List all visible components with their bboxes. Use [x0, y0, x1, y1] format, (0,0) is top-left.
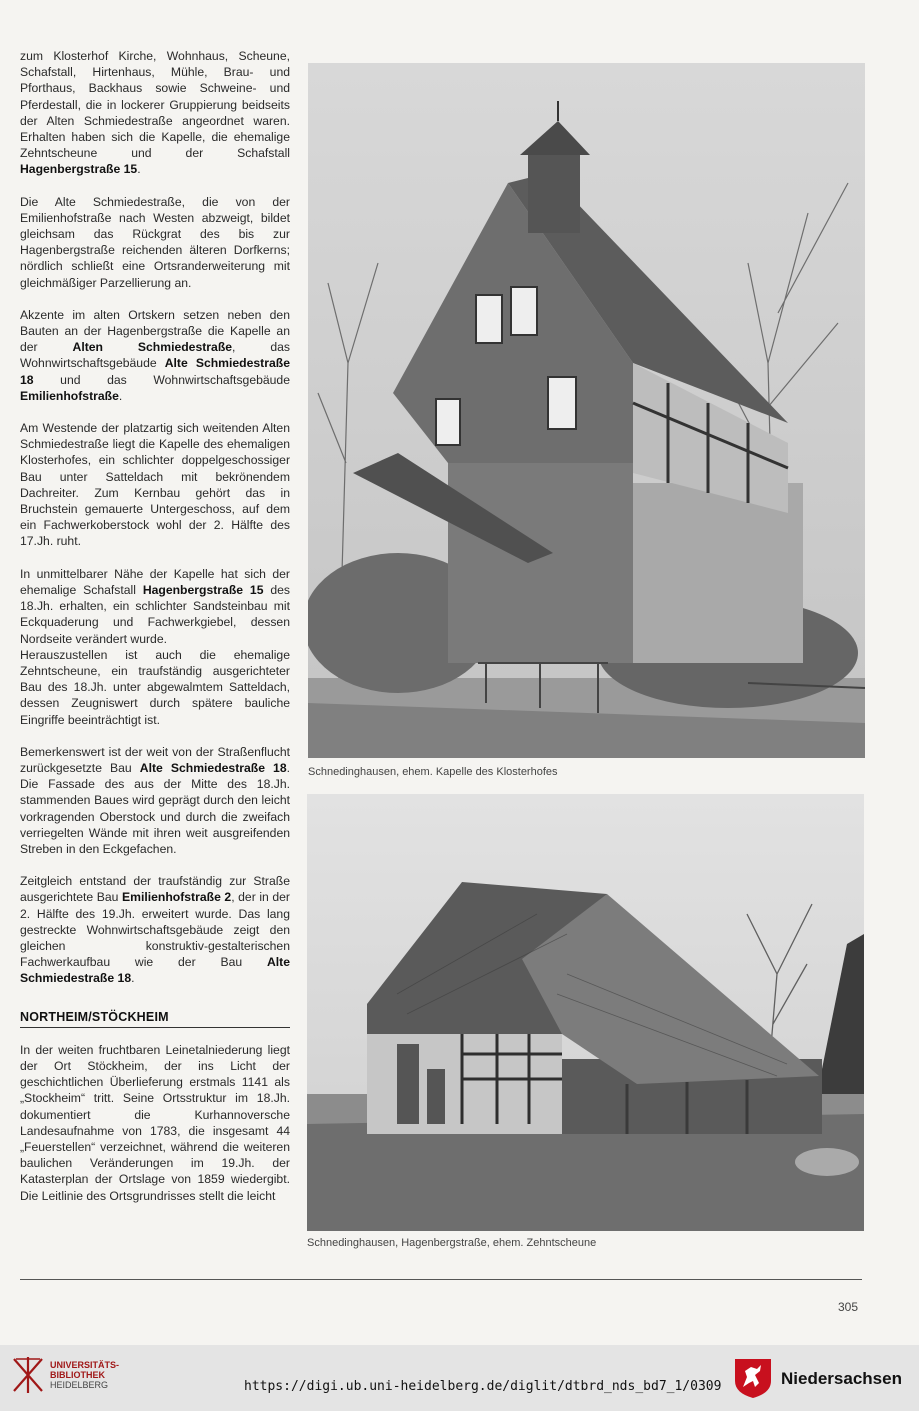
caption-chapel: Schnedinghausen, ehem. Kapelle des Klosterhofes — [308, 766, 558, 778]
paragraph-7: Bemerkenswert ist der weit von der Straßenflucht zurückgesetzte Bau Alte Schmiedestraße 18. Die Fassade des aus der Mitte des 18.Jh. stammenden Baues wird geprägt durch den leicht vorkragenden Oberstock und durch die zweifach verriegelten Wände mit ihren weit ausgreifenden Streben in den Eckgefachen. — [20, 744, 290, 856]
university-library-logo-icon[interactable] — [10, 1355, 46, 1400]
viewer-footer — [0, 1345, 919, 1411]
paragraph-5: In unmittelbarer Nähe der Kapelle hat sich der ehemalige Schafstall Hagenbergstraße 15 des 18.Jh. erhalten, ein schlichter Sandsteinbau mit Eckquaderung und Fachwerkgiebel, dessen Nordseite verändert wurde. — [20, 566, 290, 646]
paragraph-2: Die Alte Schmiedestraße, die von der Emilienhofstraße nach Westen abzweigt, bildet gleichsam das Rückgrat des bis zur Hagenbergstraße reichenden älteren Dorfkerns; nördlich schließt eine Ortsranderweiterung mit gleichmäßiger Parzellierung an. — [20, 194, 290, 290]
section-heading: NORTHEIM/STÖCKHEIM — [20, 1009, 290, 1028]
page-number: 305 — [838, 1300, 859, 1314]
paragraph-4: Am Westende der platzartig sich weitenden Alten Schmiedestraße liegt die Kapelle des ehemaligen Klosterhofes, ein schlichter doppelgeschossiger Bau unter Satteldach mit bekrönendem Dachreiter. Zum Kernbau gehört das in Bruchstein gemauerte Untergeschoss, auf dem ein Fachwerkoberstock wohl der 2. Hälfte des 17.Jh. ruht. — [20, 421, 290, 549]
footer-rule — [20, 1279, 862, 1280]
article-text-column — [20, 48, 290, 1220]
paragraph-9: In der weiten fruchtbaren Leinetalniederung liegt der Ort Stöckheim, der ins Licht der geschichtlichen Überlieferung erstmals 1141 als „Stockheim“ tritt. Seine Ortsstruktur im 18.Jh. dokumentiert die Kurhannoversche Landesaufnahme von 1783, die insgesamt 44 „Feuerstellen“ verzeichnet, während die weiteren baulichen Veränderungen im 19.Jh. der Katasterplan der Ortslage von 1859 wiedergibt. Die Leitlinie des Ortsgrundrisses stellt die leicht — [20, 1042, 290, 1203]
paragraph-6: Herauszustellen ist auch die ehemalige Zehntscheune, ein traufständig ausgerichteter Bau des 18.Jh. unter abgewalmtem Satteldach, dessen Zeugniswert durch spätere bauliche Eingriffe beeinträchtigt ist. — [20, 647, 290, 727]
lower-saxony-label: Niedersachsen — [781, 1369, 902, 1388]
paragraph-1: zum Klosterhof Kirche, Wohnhaus, Scheune, Schafstall, Hirtenhaus, Mühle, Brau- und Pforthaus, Backhaus sowie Schweine- und Pferdestall, die in lockerer Gruppierung beidseits der Alten Schmiedestraße angeordnet waren. Erhalten haben sich die Kapelle, die ehemalige Zehntscheune und der Schafstall Hagenbergstraße 15. — [20, 49, 290, 177]
tithe-barn-photo-graphic — [307, 794, 864, 1231]
lower-saxony-horse-icon — [733, 1357, 773, 1404]
paragraph-3: Akzente im alten Ortskern setzen neben den Bauten an der Hagenbergstraße die Kapelle an der Alten Schmiedestraße, das Wohnwirtschaftsgebäude Alte Schmiedestraße 18 und das Wohnwirtschaftsgebäude Emilienhofstraße. — [20, 307, 290, 403]
university-library-name: UNIVERSITÄTS- BIBLIOTHEK HEIDELBERG — [50, 1360, 120, 1390]
paragraph-8: Zeitgleich entstand der traufständig zur Straße ausgerichtete Bau Emilienhofstraße 2, der in der 2. Hälfte des 19.Jh. erweitert wurde. Das lang gestreckte Wohnwirtschaftsgebäude zeigt den gleichen konstruktiv-gestalterischen Fachwerkaufbau wie der Bau Alte Schmiedestraße 18. — [20, 874, 290, 986]
photo-chapel — [308, 63, 865, 758]
chapel-photo-graphic — [308, 63, 865, 758]
caption-tithe-barn: Schnedinghausen, Hagenbergstraße, ehem. Zehntscheune — [307, 1237, 597, 1249]
document-url-link[interactable]: https://digi.ub.uni-heidelberg.de/diglit/dtbrd_nds_bd7_1/0309 — [244, 1379, 722, 1394]
photo-tithe-barn — [307, 794, 864, 1231]
